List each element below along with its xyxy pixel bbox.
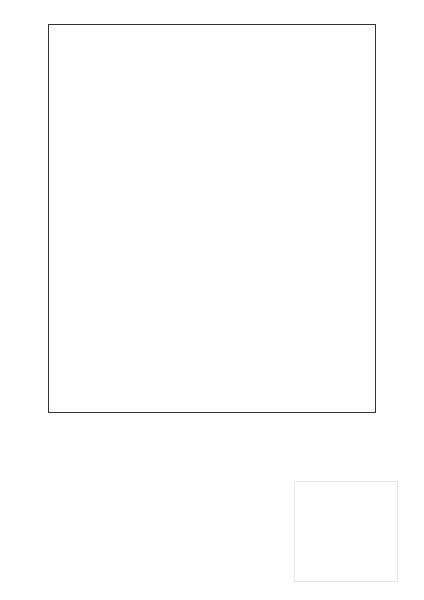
lottery-card-grid (48, 24, 376, 413)
vsau-logo (294, 481, 398, 582)
